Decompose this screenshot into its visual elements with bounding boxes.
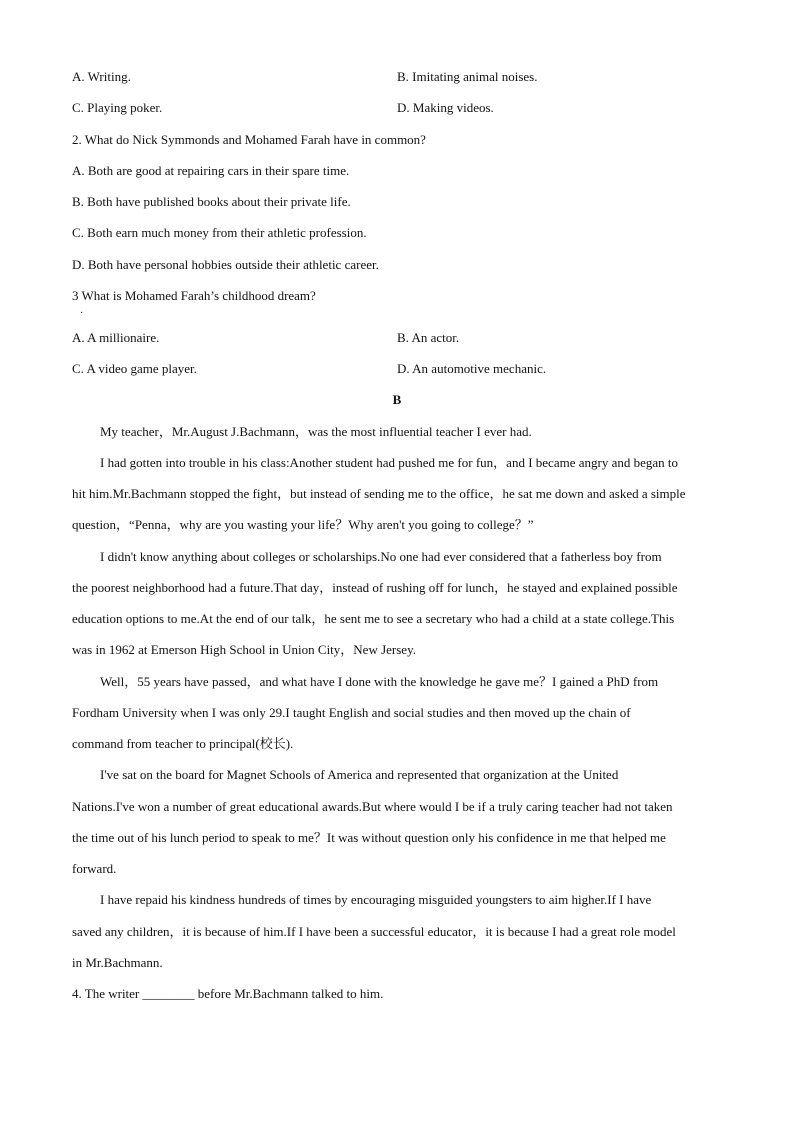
passage-line: education options to me.At the end of our talk，he sent me to see a secretary who had a child at a state college.This [72, 611, 675, 626]
q3-option-a: A. A millionaire. [72, 330, 160, 345]
passage-line: Nations.I've won a number of great educational awards.But where would I be if a truly caring teacher had not taken [72, 799, 673, 814]
q2-option-b: B. Both have published books about their private life. [72, 194, 351, 209]
passage-line: I didn't know anything about colleges or scholarships.No one had ever considered that a fatherless boy from [100, 549, 662, 564]
q3-option-d: D. An automotive mechanic. [397, 361, 547, 376]
q3-mark: · [80, 308, 84, 319]
passage-line: I had gotten into trouble in his class:Another student had pushed me for fun，and I became angry and began to [100, 455, 678, 470]
passage-line: saved any children，it is because of him.If I have been a successful educator，it is because I had a great role model [72, 924, 676, 939]
passage-line: I've sat on the board for Magnet Schools of America and represented that organization at the United [100, 767, 619, 782]
passage-line: hit him.Mr.Bachmann stopped the fight，but instead of sending me to the office，he sat me down and asked a simple [72, 486, 686, 501]
q2-question: 2. What do Nick Symmonds and Mohamed Farah have in common? [72, 132, 426, 147]
passage-line: I have repaid his kindness hundreds of times by encouraging misguided youngsters to aim higher.If I have [100, 892, 652, 907]
passage-line: the time out of his lunch period to speak to me？It was without question only his confidence in me that helped me [72, 830, 666, 845]
q1-option-d: D. Making videos. [397, 100, 494, 115]
passage-line: My teacher，Mr.August J.Bachmann，was the most influential teacher I ever had. [100, 424, 532, 439]
q2-option-d: D. Both have personal hobbies outside their athletic career. [72, 257, 379, 272]
passage-line: the poorest neighborhood had a future.That day，instead of rushing off for lunch，he stayed and explained possible [72, 580, 678, 595]
passage-line: command from teacher to principal(校长). [72, 736, 294, 751]
q2-option-a: A. Both are good at repairing cars in their spare time. [72, 163, 350, 178]
passage-line: in Mr.Bachmann. [72, 955, 163, 970]
passage-line: question，“Penna，why are you wasting your life？Why aren't you going to college？” [72, 517, 534, 532]
passage-line: was in 1962 at Emerson High School in Union City，New Jersey. [72, 642, 416, 657]
passage-line: forward. [72, 861, 117, 876]
q4-question: 4. The writer ________ before Mr.Bachmann talked to him. [72, 986, 384, 1001]
q1-option-b: B. Imitating animal noises. [397, 69, 538, 84]
q2-option-c: C. Both earn much money from their athletic profession. [72, 225, 367, 240]
section-b-heading: B [392, 392, 402, 407]
q1-option-c: C. Playing poker. [72, 100, 163, 115]
q3-option-b: B. An actor. [397, 330, 460, 345]
passage-line: Fordham University when I was only 29.I taught English and social studies and then moved up the chain of [72, 705, 631, 720]
q1-option-a: A. Writing. [72, 69, 131, 84]
passage-line: Well，55 years have passed，and what have I done with the knowledge he gave me？I gained a PhD from [100, 674, 659, 689]
q3-question: 3 What is Mohamed Farah’s childhood dream? [72, 288, 316, 303]
q3-option-c: C. A video game player. [72, 361, 197, 376]
